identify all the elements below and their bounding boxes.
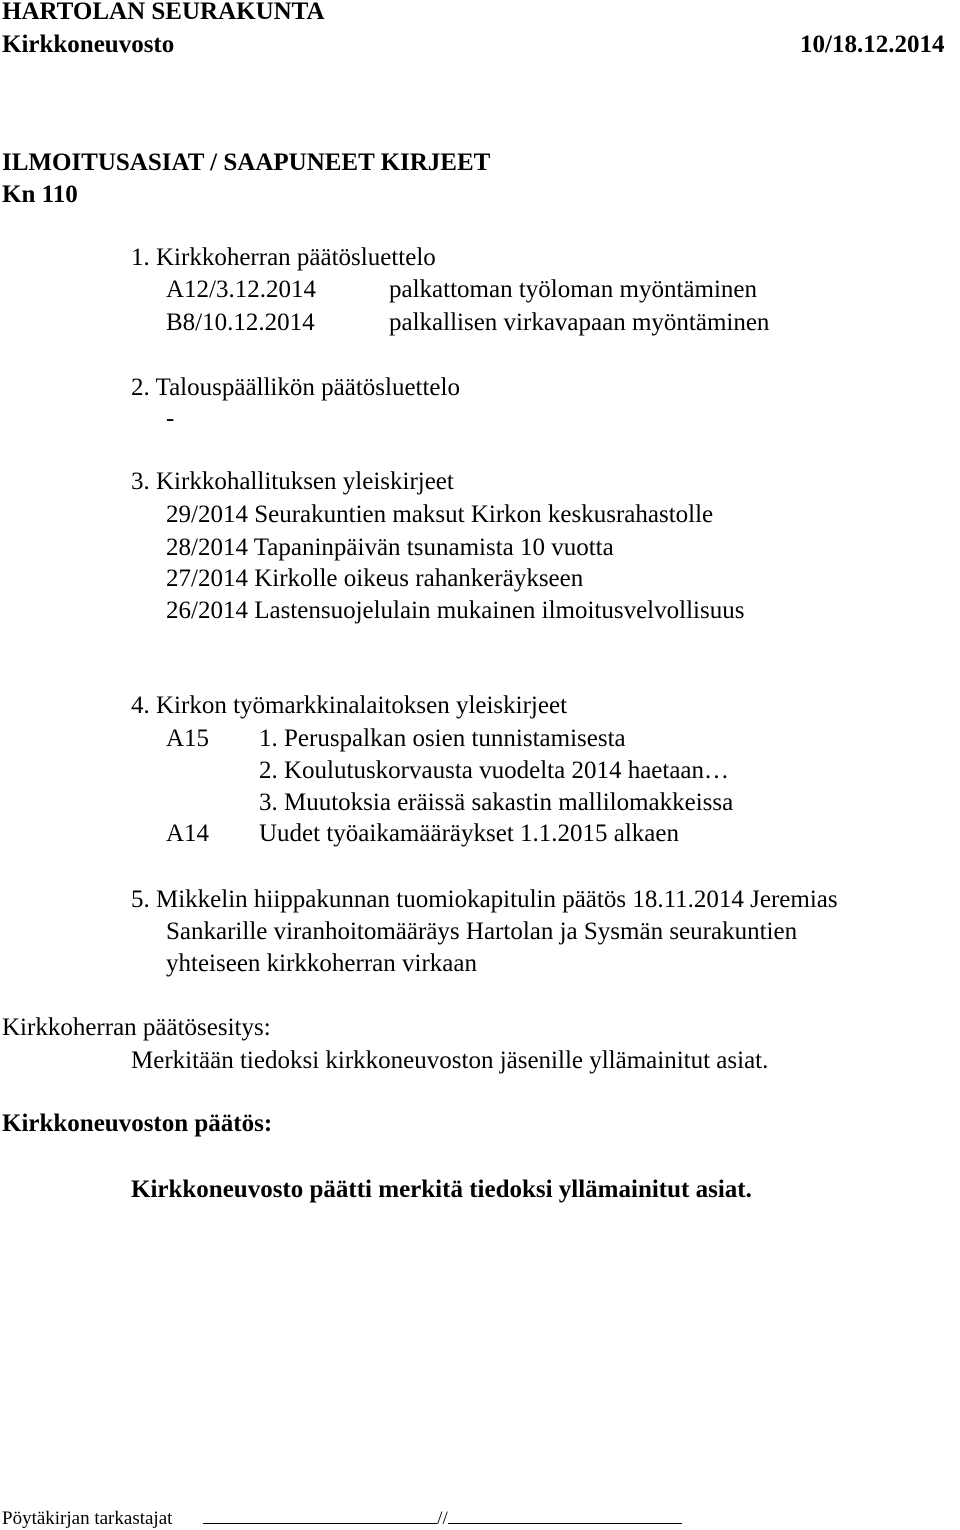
item1-text: palkallisen virkavapaan myöntäminen — [389, 309, 770, 336]
item4-a15-code: A15 — [166, 725, 210, 752]
item3-line: 29/2014 Seurakuntien maksut Kirkon keskusrahastolle — [166, 501, 714, 528]
item1-ref: B8/10.12.2014 — [166, 309, 315, 336]
item4-a15-line: 2. Koulutuskorvausta vuodelta 2014 haetaan… — [259, 757, 730, 784]
item4-a14-text: Uudet työaikamääräykset 1.1.2015 alkaen — [259, 820, 679, 847]
item3-line: 26/2014 Lastensuojelulain mukainen ilmoitusvelvollisuus — [166, 597, 745, 624]
proposal-text: Merkitään tiedoksi kirkkoneuvoston jäsenille yllämainitut asiat. — [131, 1047, 769, 1074]
item5-line: Sankarille viranhoitomääräys Hartolan ja Sysmän seurakuntien — [166, 918, 798, 945]
item5-line: 5. Mikkelin hiippakunnan tuomiokapitulin päätös 18.11.2014 Jeremias — [131, 886, 838, 913]
item2-dash: - — [166, 405, 175, 432]
item2-heading: 2. Talouspäällikön päätösluettelo — [131, 374, 460, 401]
item4-a15-line: 1. Peruspalkan osien tunnistamisesta — [259, 725, 626, 752]
signature-line — [448, 1505, 682, 1524]
item4-heading: 4. Kirkon työmarkkinalaitoksen yleiskirjeet — [131, 692, 568, 719]
item4-a14-code: A14 — [166, 820, 210, 847]
item1-ref: A12/3.12.2014 — [166, 276, 316, 303]
footer-separator: // — [437, 1508, 448, 1529]
item1-heading: 1. Kirkkoherran päätösluettelo — [131, 244, 436, 271]
footer-label: Pöytäkirjan tarkastajat — [2, 1508, 173, 1529]
item4-a15-line: 3. Muutoksia eräissä sakastin mallilomakkeissa — [259, 789, 734, 816]
item5-line: yhteiseen kirkkoherran virkaan — [166, 950, 477, 977]
item1-text: palkattoman työloman myöntäminen — [389, 276, 757, 303]
page-title: ILMOITUSASIAT / SAAPUNEET KIRJEET — [2, 149, 491, 176]
item3-line: 27/2014 Kirkolle oikeus rahankeräykseen — [166, 565, 584, 592]
body-name: Kirkkoneuvosto — [2, 31, 175, 58]
signature-line — [203, 1505, 437, 1524]
section-number: Kn 110 — [2, 181, 78, 208]
meeting-ref: 10/18.12.2014 — [800, 31, 945, 58]
footer-signatures — [2, 1505, 682, 1530]
item3-heading: 3. Kirkkohallituksen yleiskirjeet — [131, 468, 454, 495]
proposal-label: Kirkkoherran päätösesitys: — [2, 1014, 271, 1041]
organization-name: HARTOLAN SEURAKUNTA — [2, 0, 325, 25]
decision-label: Kirkkoneuvoston päätös: — [2, 1110, 273, 1137]
decision-text: Kirkkoneuvosto päätti merkitä tiedoksi yllämainitut asiat. — [131, 1176, 752, 1203]
item3-line: 28/2014 Tapaninpäivän tsunamista 10 vuotta — [166, 534, 614, 561]
